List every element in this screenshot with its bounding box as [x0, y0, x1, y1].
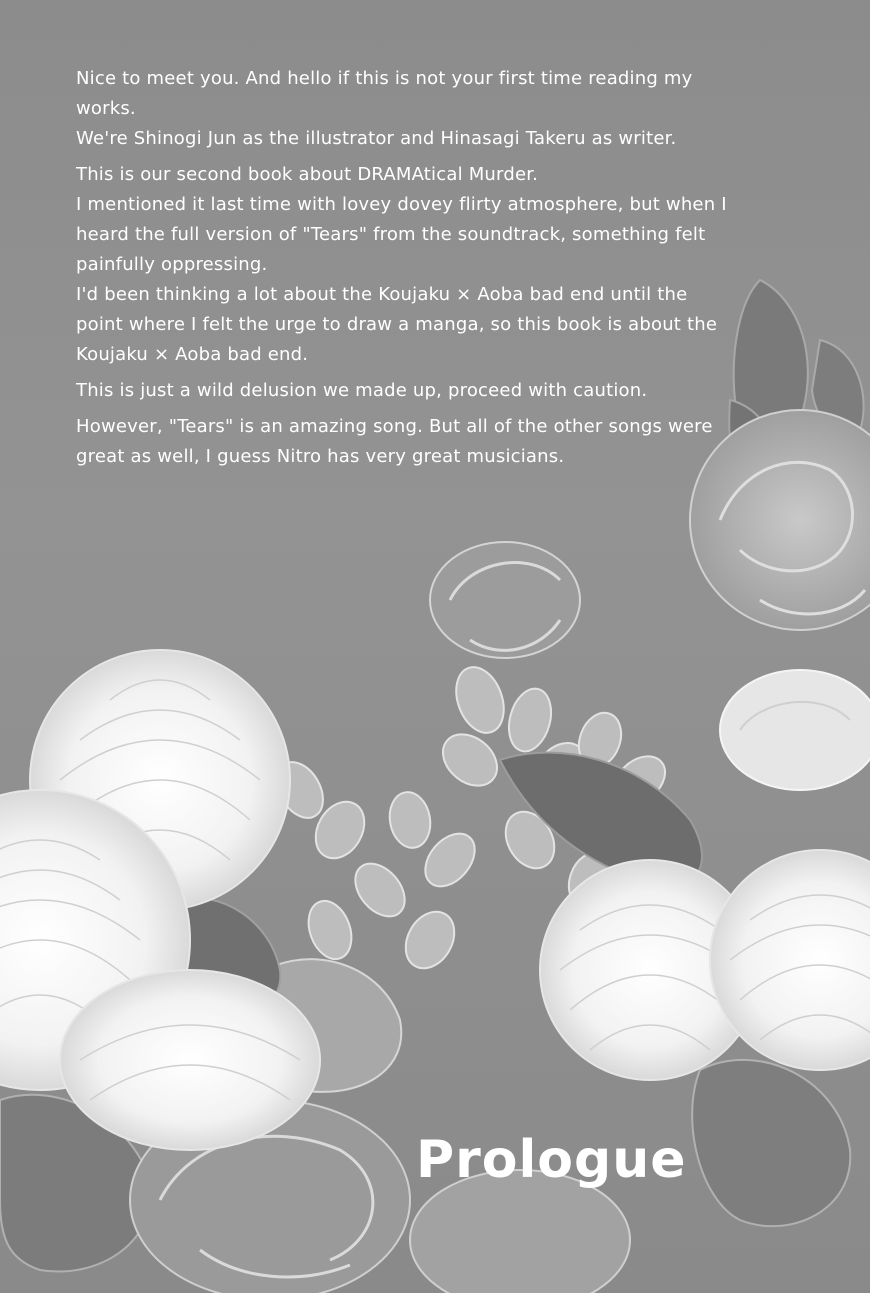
intro-text-block — [76, 64, 736, 478]
intro-paragraph-2: This is our second book about DRAMAtical Murder. I mentioned it last time with lovey dovey flirty atmosphere, but when I heard the full version of "Tears" from the soundtrack, something felt painfully oppressing. I'd been thinking a lot about the Koujaku × Aoba bad end until the point where I felt the urge to draw a manga, so this book is about the Koujaku × Aoba bad end. — [76, 164, 727, 365]
peony-mid — [430, 542, 580, 658]
white-peony-right — [720, 670, 870, 790]
intro-paragraph-4: However, "Tears" is an amazing song. But all of the other songs were great as well, I guess Nitro has very great musicians. — [76, 416, 713, 467]
page-title: Prologue — [416, 1130, 687, 1190]
chrysanthemum-bottom-left — [60, 970, 320, 1150]
intro-paragraph-1: Nice to meet you. And hello if this is not your first time reading my works. We're Shinogi Jun as the illustrator and Hinasagi Takeru as writer. — [76, 68, 693, 149]
intro-paragraph-3: This is just a wild delusion we made up, proceed with caution. — [76, 380, 648, 401]
